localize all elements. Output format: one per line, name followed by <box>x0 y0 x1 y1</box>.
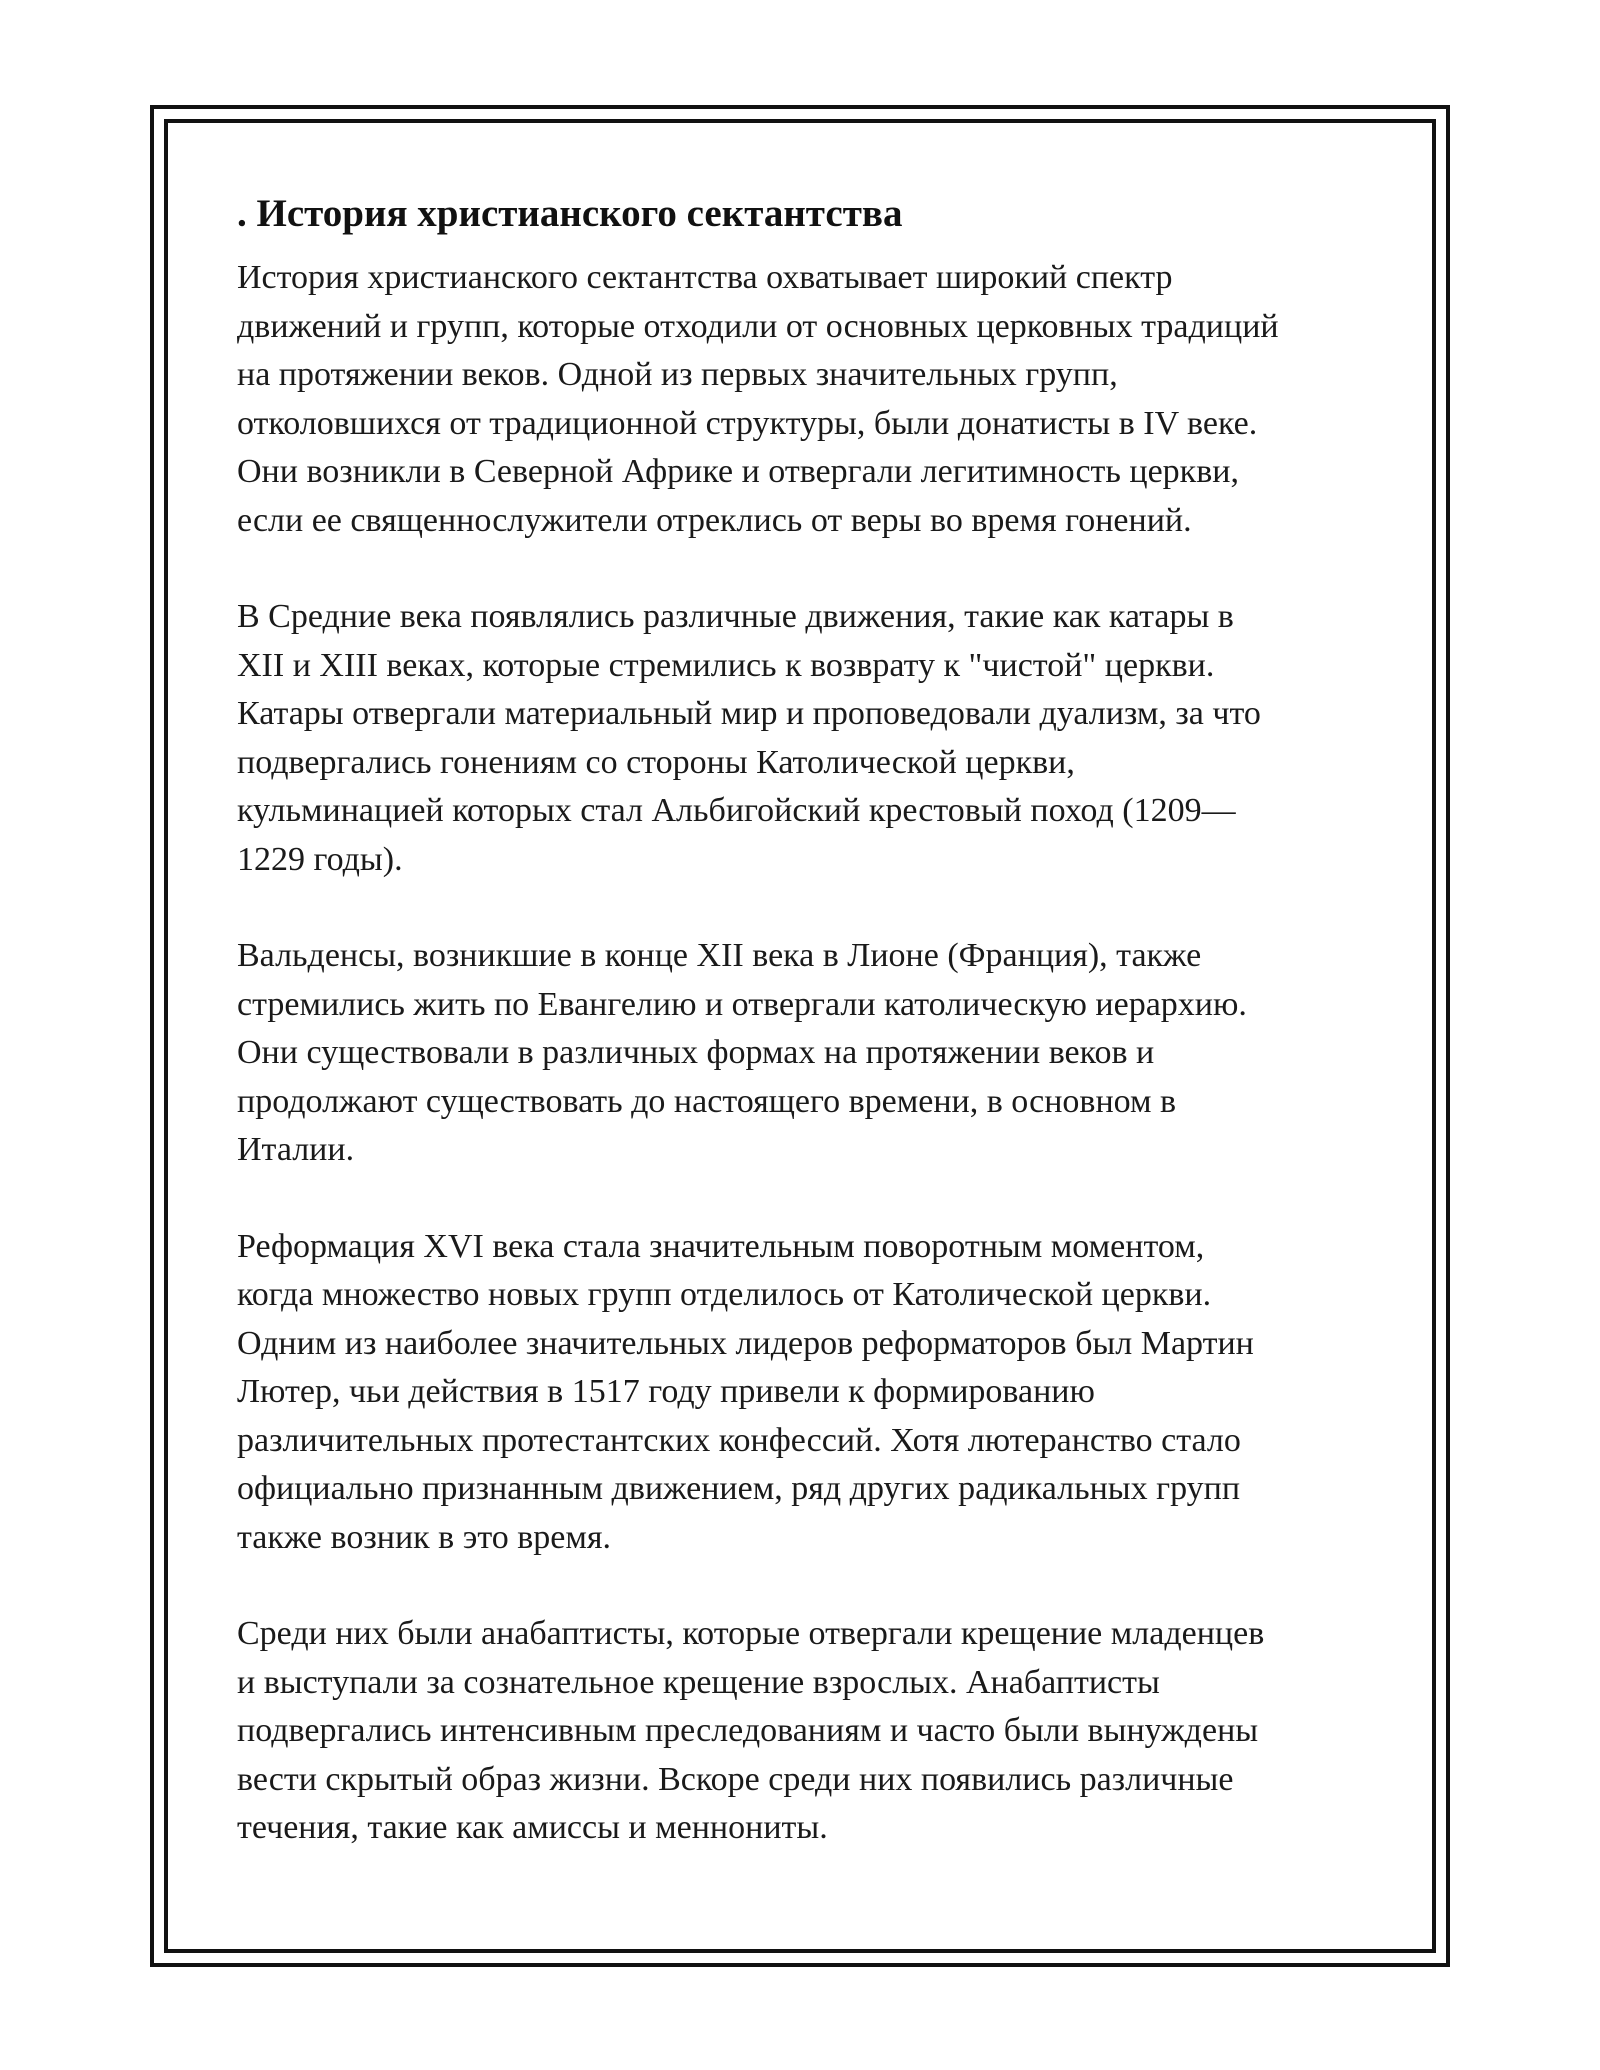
paragraph-waldensians: Вальденсы, возникшие в конце XII века в Лионе (Франция), также стремились жить по Евангелию и отвергали католическую иерархию. Они существовали в различных формах на протяжении веков и продолжают существовать до настоящего времени, в основном в Италии. <box>237 937 1247 1168</box>
paragraph-donatists: История христианского сектантства охватывает широкий спектр движений и групп, которые отходили от основных церковных традиций на протяжении веков. Одной из первых значительных групп, отколовшихся от традиционной структуры, были донатисты в IV веке. Они возникли в Северной Африке и отвергали легитимность церкви, если ее священнослужители отреклись от веры во время гонений. <box>237 259 1279 539</box>
paragraph-reformation: Реформация XVI века стала значительным поворотным моментом, когда множество новых групп отделилось от Католической церкви. Одним из наиболее значительных лидеров реформаторов был Мартин Лютер, чьи действия в 1517 году привели к формированию различительных протестантских конфессий. Хотя лютеранство стало официально признанным движением, ряд других радикальных групп также возник в это время. <box>237 1227 1254 1556</box>
paragraph-cathars: В Средние века появлялись различные движения, такие как катары в XII и XIII веках, которые стремились к возврату к "чистой" церкви. Катары отвергали материальный мир и проповедовали дуализм, за что подвергались гонениям со стороны Католической церкви, кульминацией которых стал Альбигойский крестовый поход (1209— 1229 годы). <box>237 598 1261 878</box>
section-heading: . История христианского сектантства <box>237 192 903 235</box>
document-body <box>237 188 1377 1853</box>
paragraph-anabaptists: Среди них были анабаптисты, которые отвергали крещение младенцев и выступали за сознательное крещение взрослых. Анабаптисты подвергались интенсивным преследованиям и часто были вынуждены вести скрытый образ жизни. Вскоре среди них появились различные течения, такие как амиссы и меннониты. <box>237 1615 1265 1846</box>
